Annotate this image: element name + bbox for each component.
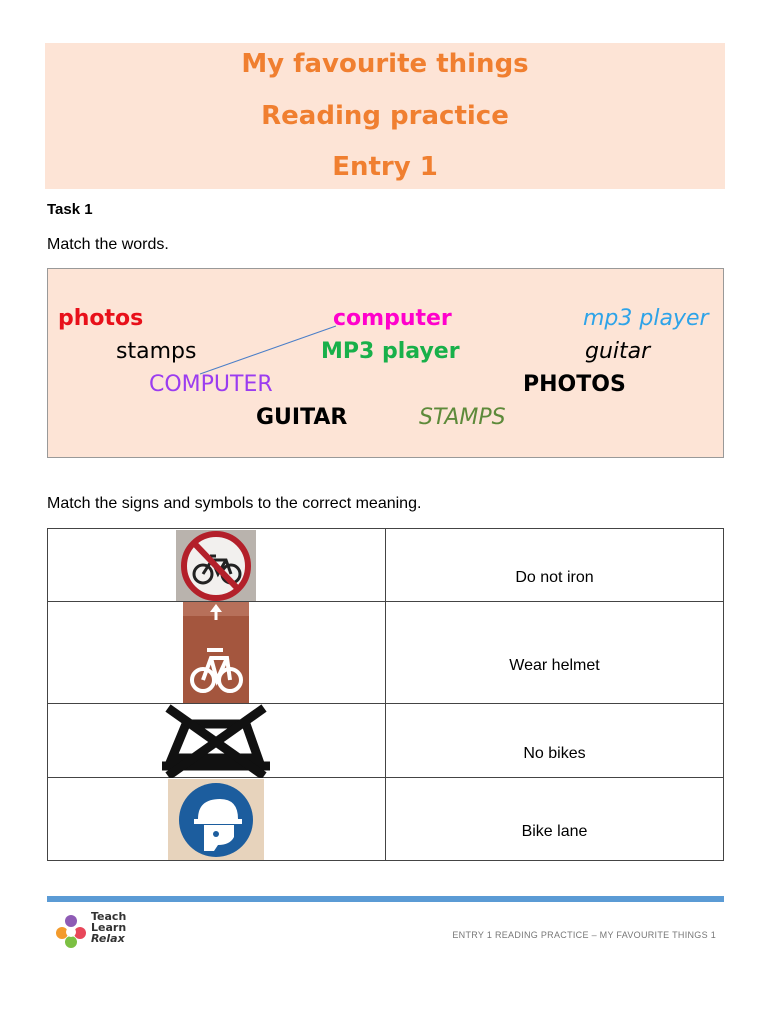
logo-text: Teach Learn Relax [91, 910, 127, 945]
word-stamps-upper[interactable]: STAMPS [419, 405, 506, 430]
teach-learn-relax-logo [53, 910, 137, 948]
signs-table [47, 528, 724, 861]
footer-divider [47, 896, 724, 902]
wear-helmet-sign-icon[interactable] [168, 779, 264, 860]
table-row [48, 529, 724, 602]
meaning-cell [386, 778, 724, 861]
logo-icon [53, 912, 89, 948]
meaning-cell [386, 529, 724, 602]
word-match-box [47, 268, 724, 458]
word-guitar[interactable]: guitar [585, 339, 651, 364]
instruction-match-words: Match the words. [47, 236, 169, 253]
instruction-match-signs: Match the signs and symbols to the correct meaning. [47, 495, 422, 512]
footer-text: ENTRY 1 READING PRACTICE – MY FAVOURITE THINGS 1 [452, 930, 716, 940]
word-stamps[interactable]: stamps [116, 339, 197, 364]
word-photos-upper[interactable]: PHOTOS [523, 372, 626, 397]
sign-cell [48, 778, 386, 861]
no-bikes-sign-icon[interactable] [176, 530, 256, 601]
task-label: Task 1 [47, 201, 93, 218]
table-row [48, 602, 724, 704]
word-computer[interactable]: computer [333, 306, 452, 331]
meaning-cell [386, 602, 724, 704]
title-banner [45, 43, 725, 189]
sign-cell [48, 529, 386, 602]
word-photos[interactable]: photos [58, 306, 144, 331]
word-mp3-player-upper[interactable]: MP3 player [321, 339, 460, 364]
meaning-text[interactable]: Do not iron [515, 569, 594, 586]
level-label: Entry 1 [332, 152, 438, 182]
sign-cell [48, 704, 386, 778]
sign-cell [48, 602, 386, 704]
page-subtitle: Reading practice [261, 101, 509, 131]
word-guitar-upper[interactable]: GUITAR [256, 405, 348, 430]
word-computer-upper[interactable]: COMPUTER [149, 372, 273, 397]
table-row [48, 704, 724, 778]
table-row [48, 778, 724, 861]
meaning-text[interactable]: Bike lane [521, 823, 588, 840]
meaning-text[interactable]: No bikes [523, 744, 586, 762]
meaning-cell [386, 704, 724, 778]
do-not-iron-symbol-icon[interactable] [158, 704, 274, 778]
bike-lane-sign-icon[interactable] [183, 602, 249, 703]
page-title: My favourite things [241, 49, 529, 79]
meaning-text[interactable]: Wear helmet [509, 656, 600, 674]
word-mp3-player[interactable]: mp3 player [583, 306, 709, 331]
